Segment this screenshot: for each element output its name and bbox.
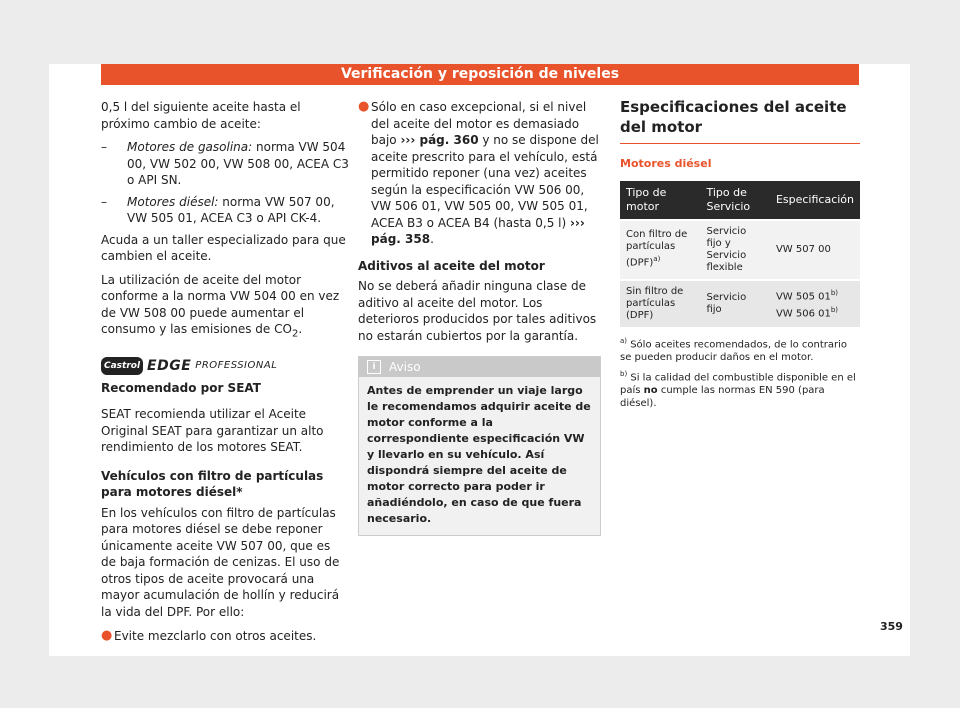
page-ref-link[interactable]: ››› pág. 360 bbox=[400, 133, 479, 147]
intro-text: 0,5 l del siguiente aceite hasta el próximo cambio de aceite: bbox=[101, 100, 301, 131]
table-row bbox=[620, 220, 860, 280]
footnote-mark: b) bbox=[830, 289, 839, 298]
footnote-mark: a) bbox=[620, 336, 628, 345]
list-item bbox=[101, 628, 349, 645]
workshop-text: Acuda a un taller especializado para que cambien el aceite. bbox=[101, 232, 346, 263]
list-item bbox=[358, 99, 601, 248]
column-1 bbox=[101, 99, 349, 651]
column-header: Especificación bbox=[770, 181, 860, 220]
professional-logo-text: PROFESSIONAL bbox=[195, 359, 278, 371]
castrol-logo-text: Castrol bbox=[101, 357, 143, 376]
page-number: 359 bbox=[880, 620, 903, 633]
footnote-mark: b) bbox=[620, 369, 628, 378]
edge-logo-text: EDGE bbox=[147, 357, 192, 374]
page-ref-link[interactable]: ››› pág. 358 bbox=[371, 215, 585, 246]
section-title: Especificaciones del aceite del motor bbox=[620, 97, 860, 144]
column-2 bbox=[358, 99, 601, 536]
bullet-text: . bbox=[430, 232, 434, 246]
footnote-text: Sólo aceites recomendados, de lo contrario se pueden producir daños en el motor. bbox=[620, 338, 848, 363]
dpf-paragraph: En los vehículos con filtro de partículas para motores diésel se debe reponer únicamente aceite VW 507 00, que es de baja formación de cenizas. El uso de otros tipos de aceite provocará una mayor acumulación de hollín y reducirá la vida del DPF. Por ello: bbox=[101, 505, 340, 619]
additives-heading: Aditivos al aceite del motor bbox=[358, 258, 545, 273]
footnote-mark: b) bbox=[830, 305, 839, 314]
seat-paragraph: SEAT recomienda utilizar el Aceite Original SEAT para garantizar un alto rendimiento de los motores SEAT. bbox=[101, 407, 324, 455]
column-header: Tipo de Servicio bbox=[700, 181, 769, 220]
list-item bbox=[101, 139, 349, 189]
aviso-body: Antes de emprender un viaje largo le recomendamos adquirir aceite de motor conforme a la correspondiente especificación VW y llevarlo en su vehículo. Así dispondrá siempre del aceite de motor correcto para poder ir añadiéndolo, en caso de que fuera necesario. bbox=[367, 384, 591, 525]
list-item-text: norma VW 507 00, VW 505 01, ACEA C3 o API CK-4. bbox=[127, 194, 335, 225]
list-item-text: norma VW 504 00, VW 502 00, VW 508 00, ACEA C3 o API SN. bbox=[127, 140, 349, 187]
table-caption: Motores diésel bbox=[620, 157, 712, 170]
cell-text: VW 506 01 bbox=[775, 307, 831, 319]
column-3 bbox=[620, 97, 860, 410]
list-item-label: Motores diésel: bbox=[127, 194, 219, 209]
section-header: Verificación y reposición de niveles bbox=[101, 64, 859, 85]
footnote-text: Si la calidad del combustible disponible en el país bbox=[620, 372, 856, 397]
cell-text: VW 505 01 bbox=[775, 291, 831, 303]
cell-text: Con filtro de partículas (DPF) bbox=[626, 229, 688, 269]
aviso-title: Aviso bbox=[389, 360, 421, 374]
table-cell: Servicio fijo bbox=[700, 280, 769, 327]
bullet-text: Evite mezclarlo con otros aceites. bbox=[114, 629, 317, 644]
footnote bbox=[620, 335, 860, 364]
footnote-mark: a) bbox=[653, 255, 661, 264]
co2-text-end: . bbox=[298, 322, 303, 336]
list-item-label: Motores de gasolina: bbox=[127, 140, 253, 154]
co2-subscript: 2 bbox=[291, 328, 299, 340]
table-cell bbox=[620, 220, 700, 280]
co2-text-main: La utilización de aceite del motor conforme a la norma VW 504 00 en vez de VW 508 00 puede aumentar el consumo y las emisiones de CO bbox=[101, 272, 340, 336]
castrol-edge-logo bbox=[101, 358, 349, 374]
dpf-heading: Vehículos con filtro de partículas para motores diésel* bbox=[101, 468, 324, 500]
table-cell bbox=[770, 280, 860, 327]
aviso-header bbox=[359, 357, 600, 377]
info-icon: i bbox=[367, 360, 381, 374]
table-header-row bbox=[620, 181, 860, 220]
recommended-heading: Recomendado por SEAT bbox=[101, 380, 261, 395]
aviso-box bbox=[358, 356, 601, 536]
table-cell: Sin filtro de partículas (DPF) bbox=[620, 280, 700, 327]
cell-text: VW 507 00 bbox=[775, 243, 831, 255]
column-header: Tipo de motor bbox=[620, 181, 700, 220]
footnote bbox=[620, 368, 860, 410]
footnote-text: cumple las normas EN 590 (para diésel). bbox=[620, 385, 825, 410]
co2-text bbox=[101, 272, 349, 343]
table-row bbox=[620, 280, 860, 327]
bullet-icon: ● bbox=[358, 99, 370, 114]
additives-paragraph: No se deberá añadir ninguna clase de aditivo al aceite del motor. Los deterioros producidos por tales aditivos no estarán cubiertos por la garantía. bbox=[358, 279, 597, 343]
bullet-icon: ● bbox=[101, 628, 113, 644]
footnote-bold: no bbox=[643, 385, 658, 397]
list-item bbox=[101, 194, 349, 227]
table-cell: Servicio fijo y Servicio flexible bbox=[700, 220, 769, 280]
oil-spec-table bbox=[620, 181, 860, 327]
dash-marker: – bbox=[101, 140, 107, 154]
dash-marker: – bbox=[101, 194, 107, 209]
bullet-text: y no se dispone del aceite prescrito para el vehículo, está permitido reponer (una vez) aceites según la especificación VW 506 00, VW 506 01, VW 505 00, VW 505 01, ACEA B3 o ACEA B4 (hasta 0,5 l) bbox=[371, 133, 599, 230]
bullet-text: Sólo en caso excepcional, si el nivel del aceite del motor es demasiado bajo bbox=[371, 100, 587, 147]
table-cell bbox=[770, 220, 860, 280]
